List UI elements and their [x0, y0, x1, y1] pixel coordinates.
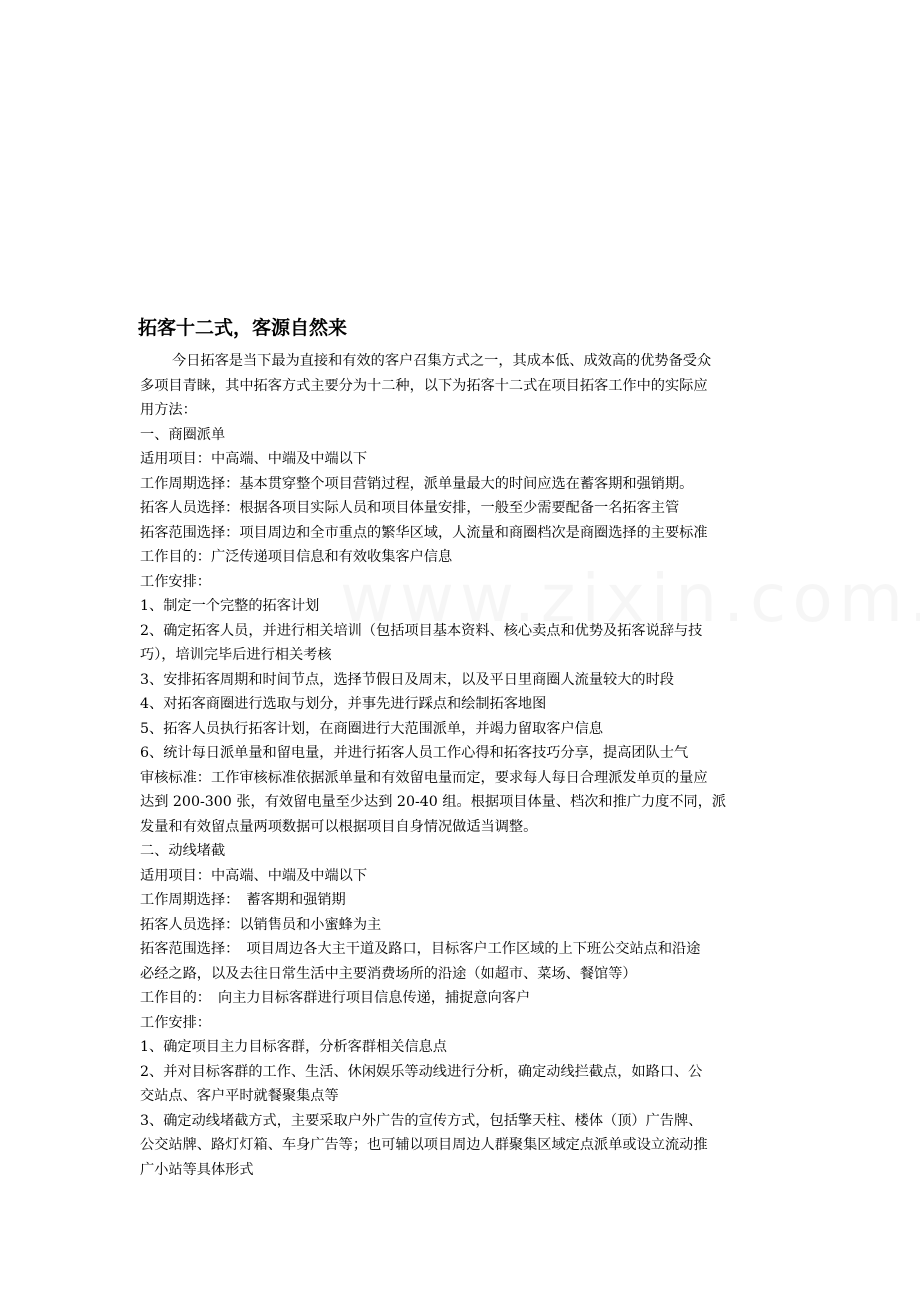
paragraph-line: 工作目的：广泛传递项目信息和有效收集客户信息 — [140, 549, 453, 565]
paragraph-line: 今日拓客是当下最为直接和有效的客户召集方式之一，其成本低、成效高的优势备受众 — [172, 353, 712, 369]
paragraph-line: 必经之路，以及去往日常生活中主要消费场所的沿途（如超市、菜场、餐馆等） — [140, 965, 637, 982]
list-item: 2、确定拓客人员，并进行相关培训（包括项目基本资料、核心卖点和优势及拓客说辞与技 — [140, 622, 703, 639]
paragraph-line: 适用项目：中高端、中端及中端以下 — [140, 867, 368, 884]
paragraph-line: 发量和有效留点量两项数据可以根据项目自身情况做适当调整。 — [140, 818, 538, 835]
list-item: 3、安排拓客周期和时间节点，选择节假日及周末，以及平日里商圈人流量较大的时段 — [140, 671, 674, 688]
list-item: 广小站等具体形式 — [140, 1161, 254, 1178]
document-title: 拓客十二式，客源自然来 — [138, 317, 348, 339]
list-item: 公交站牌、路灯灯箱、车身广告等；也可辅以项目周边人群聚集区域定点派单或设立流动推 — [140, 1137, 708, 1153]
document-body — [140, 349, 782, 1182]
paragraph-line: 工作安排： — [140, 1014, 211, 1031]
paragraph-line: 达到 200-300 张，有效留电量至少达到 20-40 组。根据项目体量、档次和推广力度不同，派 — [140, 794, 727, 810]
paragraph-line: 工作目的： 向主力目标客群进行项目信息传递，捕捉意向客户 — [140, 990, 531, 1006]
paragraph-line: 审核标准：工作审核标准依据派单量和有效留电量而定，要求每人每日合理派发单页的量应 — [140, 769, 708, 786]
section-heading: 一、商圈派单 — [140, 426, 226, 443]
paragraph-line: 拓客人员选择：以销售员和小蜜蜂为主 — [140, 916, 382, 933]
paragraph-line: 拓客范围选择：项目周边和全市重点的繁华区域，人流量和商圈档次是商圈选择的主要标准 — [140, 524, 708, 541]
paragraph-line: 用方法： — [140, 402, 197, 418]
section-heading: 二、动线堵截 — [140, 843, 226, 859]
list-item: 5、拓客人员执行拓客计划，在商圈进行大范围派单，并竭力留取客户信息 — [140, 720, 604, 737]
paragraph-line: 适用项目：中高端、中端及中端以下 — [140, 451, 368, 467]
paragraph-line: 拓客人员选择：根据各项目实际人员和项目体量安排，一般至少需要配备一名拓客主管 — [140, 500, 680, 516]
paragraph-line: 拓客范围选择： 项目周边各大主干道及路口，目标客户工作区域的上下班公交站点和沿途 — [140, 941, 701, 957]
paragraph-line: 多项目青睐，其中拓客方式主要分为十二种，以下为拓客十二式在项目拓客工作中的实际应 — [140, 377, 708, 394]
list-item: 2、并对目标客群的工作、生活、休闲娱乐等动线进行分析，确定动线拦截点，如路口、公 — [140, 1063, 703, 1080]
list-item: 交站点、客户平时就餐聚集点等 — [140, 1088, 339, 1104]
paragraph-line: 工作周期选择：基本贯穿整个项目营销过程，派单量最大的时间应选在蓄客期和强销期。 — [140, 475, 694, 492]
paragraph-line: 工作安排： — [140, 573, 211, 590]
list-item: 6、统计每日派单量和留电量，并进行拓客人员工作心得和拓客技巧分享，提高团队士气 — [140, 745, 689, 761]
list-item: 巧），培训完毕后进行相关考核 — [140, 647, 332, 663]
list-item: 1、制定一个完整的拓客计划 — [140, 598, 320, 614]
list-item: 4、对拓客商圈进行选取与划分，并事先进行踩点和绘制拓客地图 — [140, 696, 547, 712]
list-item: 1、确定项目主力目标客群，分析客群相关信息点 — [140, 1039, 447, 1055]
paragraph-line: 工作周期选择： 蓄客期和强销期 — [140, 892, 346, 908]
list-item: 3、确定动线堵截方式，主要采取户外广告的宣传方式，包括擎天柱、楼体（顶）广告牌、 — [140, 1112, 703, 1129]
